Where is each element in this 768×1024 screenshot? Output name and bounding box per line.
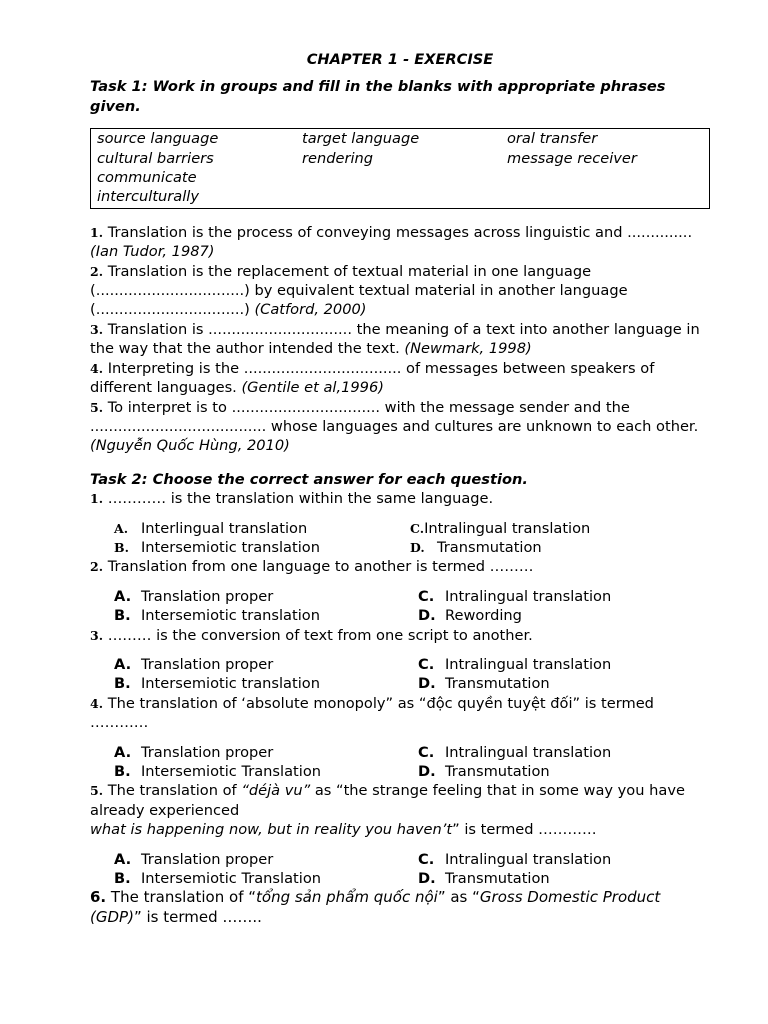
question-term: Gross Domestic Product (GDP) <box>90 888 661 926</box>
question-text: ” is termed ………… <box>452 821 597 839</box>
phrase: rendering <box>302 149 374 167</box>
option-c[interactable] <box>418 850 710 869</box>
option-d[interactable] <box>418 762 710 781</box>
question-term: “déjà vu” <box>241 782 311 800</box>
item-number: 2. <box>90 263 104 279</box>
option-c[interactable] <box>418 655 710 674</box>
item-number: 4. <box>90 360 104 376</box>
option-a[interactable] <box>114 850 418 869</box>
item-citation: (Gentile et al,1996) <box>241 379 384 397</box>
phrase <box>507 168 703 187</box>
question-text: as “the strange feeling that in some way you have already experienced <box>90 782 685 819</box>
question-number: 3. <box>90 627 104 643</box>
item-text: To interpret is to ................................ with the message sender and the ...................................... whose languages and cultures are unknown to each other. <box>90 398 699 435</box>
question-number: 5. <box>90 783 104 799</box>
option-letter: A. <box>114 655 132 673</box>
phrase: source language <box>97 130 219 148</box>
option-c[interactable] <box>410 519 710 538</box>
option-text: Transmutation <box>437 538 542 556</box>
option-text: Transmutation <box>445 870 550 888</box>
option-d[interactable] <box>418 606 710 625</box>
option-letter: C. <box>418 850 435 868</box>
option-text: Translation proper <box>141 850 274 868</box>
option-text: Intersemiotic Translation <box>141 870 321 888</box>
item-text: Translation is the process of conveying messages across linguistic and .............. <box>107 223 693 241</box>
option-text: Intralingual translation <box>445 655 612 673</box>
question-number: 1. <box>90 491 104 507</box>
question-text: ………… is the translation within the same language. <box>107 490 494 508</box>
option-text: Intersemiotic translation <box>141 675 320 693</box>
option-b[interactable] <box>114 606 418 625</box>
phrase: interculturally <box>97 188 199 206</box>
option-letter: B. <box>114 539 129 555</box>
option-text: Transmutation <box>445 675 550 693</box>
option-b[interactable] <box>114 869 418 888</box>
option-letter: A. <box>114 850 132 868</box>
question-stem <box>90 489 710 508</box>
answer-options <box>114 519 710 558</box>
task1-item <box>90 320 710 359</box>
question-stem <box>90 626 710 645</box>
phrase-box <box>90 128 710 209</box>
option-d[interactable] <box>410 538 710 557</box>
option-letter: C. <box>418 587 435 605</box>
question-text: The translation of ‘absolute monopoly” as “độc quyền tuyệt đối” is termed ………… <box>90 694 654 732</box>
option-letter: C. <box>418 743 435 761</box>
option-a[interactable] <box>114 587 418 606</box>
option-text: Transmutation <box>445 763 550 780</box>
option-a[interactable] <box>114 519 410 538</box>
question-text: The translation of “ <box>110 888 257 907</box>
item-citation: (Ian Tudor, 1987) <box>90 243 215 261</box>
option-letter: C. <box>410 520 425 536</box>
question-stem <box>90 888 710 927</box>
phrase: cultural barriers <box>97 149 214 167</box>
question-text: Translation from one language to another is termed ……… <box>107 558 534 576</box>
exercise-page <box>90 50 710 927</box>
answer-options <box>114 587 710 626</box>
option-letter: A. <box>114 587 132 605</box>
option-text: Intralingual translation <box>445 850 612 868</box>
task1-item <box>90 223 710 262</box>
item-citation: (Newmark, 1998) <box>404 340 532 358</box>
task1-item <box>90 262 710 320</box>
question-stem <box>90 694 710 733</box>
phrase: target language <box>302 130 420 148</box>
question-text: The translation of <box>107 782 242 800</box>
item-text: Translation is the replacement of textual material in one language (................................) by equivalent textual material in another language (................................) <box>90 262 628 319</box>
option-letter: B. <box>114 675 131 693</box>
question-stem <box>90 781 710 839</box>
task1-heading: Task 1: Work in groups and fill in the blanks with appropriate phrases given. <box>90 78 666 115</box>
option-text: Interlingual translation <box>141 519 308 537</box>
question-text: what is happening now, but in reality you haven’t <box>90 821 453 839</box>
option-text: Intersemiotic translation <box>141 538 320 556</box>
question-number: 6. <box>90 888 107 907</box>
option-text: Intersemiotic translation <box>141 607 320 625</box>
option-letter: D. <box>418 870 436 888</box>
task1-item <box>90 359 710 398</box>
task1-items <box>90 223 710 456</box>
answer-options <box>114 850 710 889</box>
question-term: tổng sản phẩm quốc nội <box>256 888 438 907</box>
task1-item <box>90 398 710 456</box>
item-citation: (Catford, 2000) <box>254 301 367 319</box>
option-text: Translation proper <box>141 743 274 761</box>
item-citation: (Nguyễn Quốc Hùng, 2010) <box>90 437 290 455</box>
answer-options <box>114 743 710 782</box>
item-text: Translation is ............................... the meaning of a text into another language in the way that the author intended the text. <box>90 320 700 358</box>
option-letter: A. <box>114 520 129 536</box>
option-letter: D. <box>410 539 425 555</box>
option-text: Intralingual translation <box>445 743 612 761</box>
phrase: message receiver <box>507 149 637 167</box>
phrase: communicate <box>97 169 197 187</box>
option-text: Translation proper <box>141 655 274 673</box>
option-a[interactable] <box>114 655 418 674</box>
option-letter: C. <box>418 655 435 673</box>
phrase <box>302 168 507 187</box>
option-letter: D. <box>418 675 436 693</box>
option-b[interactable] <box>114 762 418 781</box>
option-text: Rewording <box>445 607 522 625</box>
question-text: ” is termed …….. <box>133 907 262 926</box>
phrase: oral transfer <box>507 130 598 148</box>
option-text: Intralingual translation <box>445 587 612 605</box>
option-a[interactable] <box>114 743 418 762</box>
option-letter: D. <box>418 607 436 625</box>
item-number: 5. <box>90 399 104 415</box>
option-letter: A. <box>114 743 132 761</box>
task2-heading: Task 2: Choose the correct answer for each question. <box>90 470 528 488</box>
option-b[interactable] <box>114 538 410 557</box>
option-text: Intersemiotic Translation <box>141 763 321 780</box>
option-text: Translation proper <box>141 587 274 605</box>
question-text: ……… is the conversion of text from one script to another. <box>107 626 533 644</box>
item-text: Interpreting is the .................................. of messages between speakers of different languages. <box>90 359 655 397</box>
option-letter: B. <box>114 870 131 888</box>
option-d[interactable] <box>418 869 710 888</box>
option-d[interactable] <box>418 674 710 693</box>
chapter-title: CHAPTER 1 - EXERCISE <box>306 51 494 68</box>
option-b[interactable] <box>114 674 418 693</box>
item-number: 1. <box>90 224 104 240</box>
option-text: Intralingual translation <box>424 519 591 537</box>
question-number: 2. <box>90 559 104 575</box>
answer-options <box>114 655 710 694</box>
option-c[interactable] <box>418 743 710 762</box>
item-number: 3. <box>90 321 104 337</box>
option-letter: B. <box>114 763 131 780</box>
option-c[interactable] <box>418 587 710 606</box>
question-stem <box>90 557 710 576</box>
option-letter: D. <box>418 763 436 780</box>
option-letter: B. <box>114 607 131 625</box>
question-number: 4. <box>90 695 104 711</box>
question-text: ” as “ <box>437 888 480 907</box>
